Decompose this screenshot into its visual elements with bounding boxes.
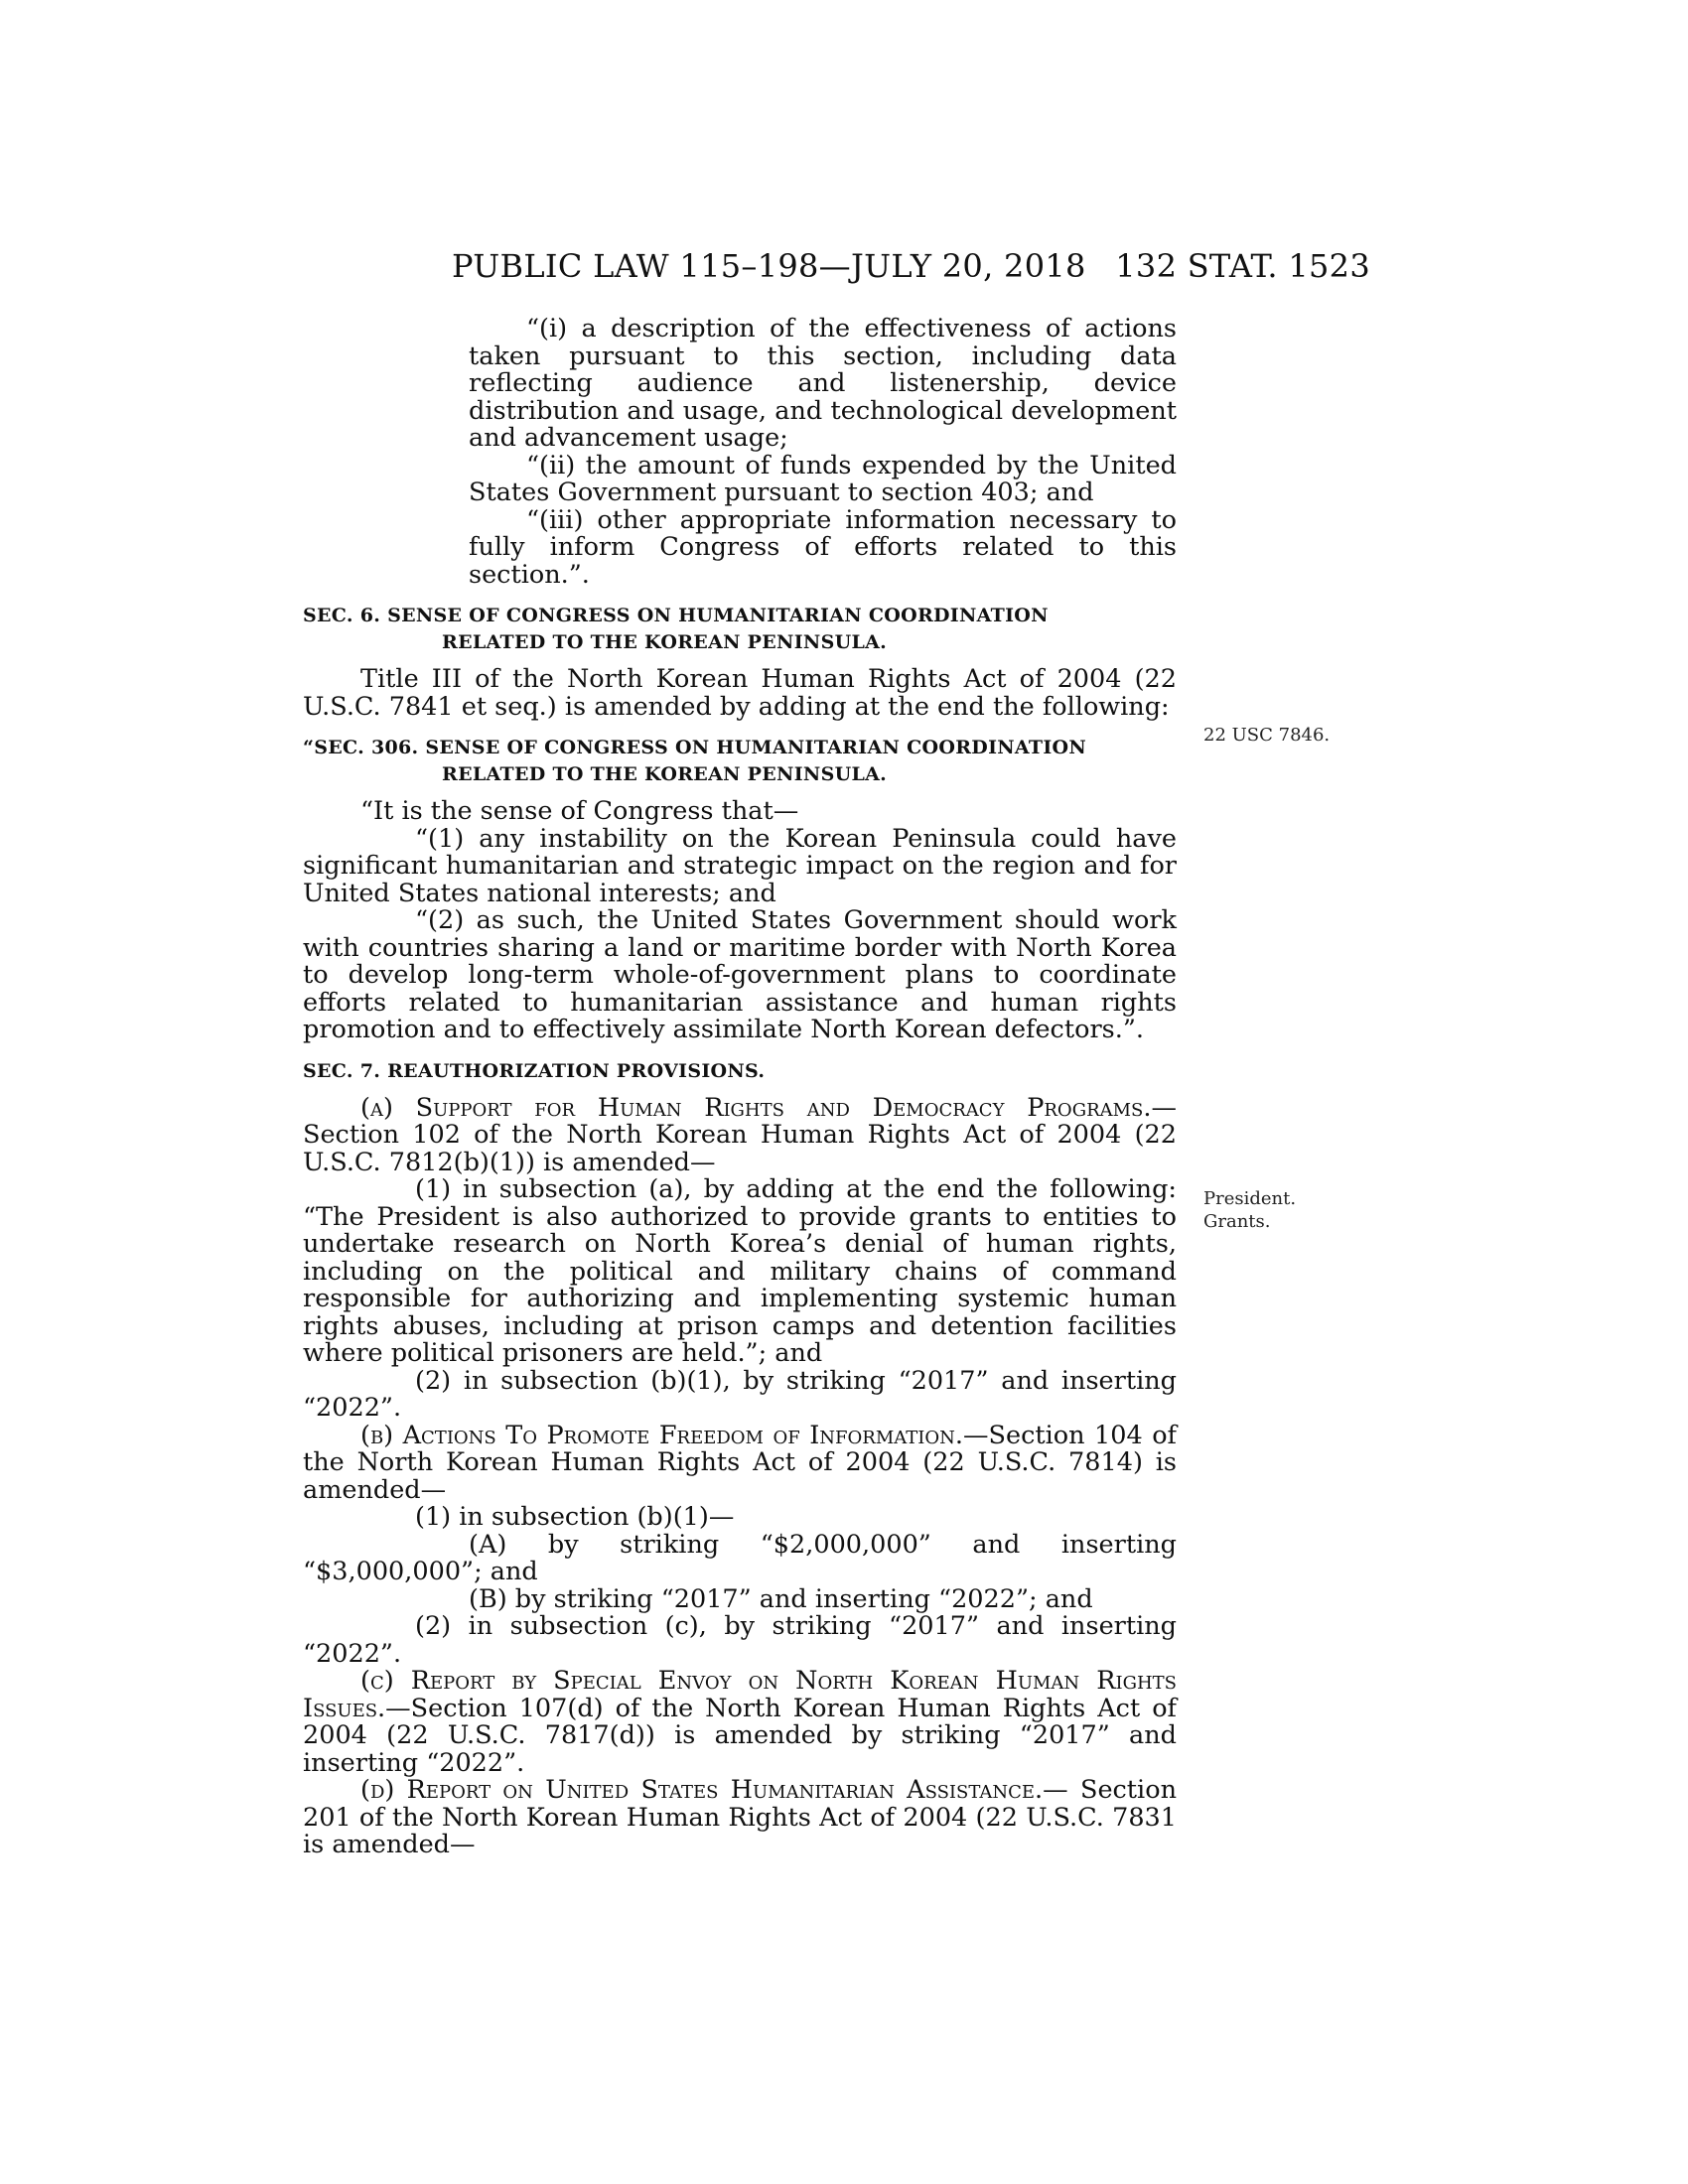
- clause-iii-text: “(iii) other appropriate information necessary to fully inform Congress of efforts related to this section.”.: [469, 504, 1177, 590]
- subsection-b: [303, 1420, 1177, 1505]
- subsection-d: [303, 1777, 1177, 1859]
- subsection-b-1-B: (B) by striking “2017” and inserting “2022”; and: [469, 1583, 1093, 1614]
- body-text: [303, 316, 1177, 1859]
- sense-paragraph-1: “(1) any instability on the Korean Peninsula could have significant humanitarian and strategic impact on the region and for United States national interests; and: [303, 823, 1177, 908]
- subsection-a-text: Section 102 of the North Korean Human Rights Act of 2004 (22 U.S.C. 7812(b)(1)) is amended—: [303, 1120, 1177, 1177]
- section-6-heading-line2: RELATED TO THE KOREAN PENINSULA.: [442, 631, 888, 653]
- sub-clauses-block: [303, 316, 1177, 589]
- subsection-b-1: (1) in subsection (b)(1)—: [415, 1502, 735, 1532]
- margin-note-president-grants: [1203, 1187, 1296, 1233]
- margin-note-usc-text: 22 USC 7846.: [1203, 725, 1331, 746]
- subsection-b-text: Section 104 of the North Korean Human Rights Act of 2004 (22 U.S.C. 7814) is amended—: [303, 1420, 1177, 1505]
- subsection-b-heading: (b) Actions To Promote Freedom of Information.—: [360, 1420, 989, 1450]
- subsection-d-text: Section 201 of the North Korean Human Rights Act of 2004 (22 U.S.C. 7831 is amended—: [303, 1775, 1177, 1859]
- section-6-text: Title III of the North Korean Human Rights Act of 2004 (22 U.S.C. 7841 et seq.) is amended by adding at the end the following:: [303, 664, 1177, 722]
- subsection-b-2: (2) in subsection (c), by striking “2017” and inserting “2022”.: [303, 1611, 1177, 1669]
- margin-note-president: President.: [1203, 1188, 1297, 1209]
- subsection-b-1-A: (A) by striking “$2,000,000” and inserting “$3,000,000”; and: [303, 1529, 1177, 1586]
- section-306-heading-line1: “SEC. 306. SENSE OF CONGRESS ON HUMANITARIAN COORDINATION: [303, 737, 1087, 758]
- subsection-d-heading: (d) Report on United States Humanitarian Assistance.—: [360, 1775, 1068, 1805]
- section-6-heading: [303, 603, 1177, 656]
- subsection-a-heading: (a) Support for Human Rights and Democracy Programs.—: [360, 1092, 1177, 1123]
- subsection-a-2: (2) in subsection (b)(1), by striking “2017” and inserting “2022”.: [303, 1365, 1177, 1423]
- sense-paragraph-2: “(2) as such, the United States Government should work with countries sharing a land or maritime border with North Korea to develop long-term whole-of-government plans to coordinate efforts related to humanitarian assistance and human rights promotion and to effectively assimilate North Korean defectors.”.: [303, 905, 1177, 1044]
- section-306-heading-line2: RELATED TO THE KOREAN PENINSULA.: [442, 763, 888, 785]
- section-6-heading-line1: SEC. 6. SENSE OF CONGRESS ON HUMANITARIAN COORDINATION: [303, 605, 1049, 626]
- margin-note-usc: [1203, 724, 1330, 747]
- clause-i-text: “(i) a description of the effectiveness of actions taken pursuant to this section, including data reflecting audience and listenership, device distribution and usage, and technological development and advancement usage;: [469, 314, 1177, 453]
- subsection-c: [303, 1668, 1177, 1777]
- section-7-heading: SEC. 7. REAUTHORIZATION PROVISIONS.: [303, 1059, 766, 1082]
- clause-ii-text: “(ii) the amount of funds expended by the United States Government pursuant to section 403; and: [469, 450, 1177, 507]
- section-306-heading: [303, 735, 1177, 788]
- running-header-title: PUBLIC LAW 115–198—JULY 20, 2018: [452, 247, 1086, 285]
- subsection-a: [303, 1092, 1177, 1177]
- subsection-a-1: (1) in subsection (a), by adding at the end the following: “The President is also authorized to provide grants to entities to undertake research on North Korea’s denial of human rights, including on the political and military chains of command responsible for authorizing and implementing systemic human rights abuses, including at prison camps and detention facilities where political prisoners are held.”; and: [303, 1174, 1177, 1368]
- subsection-c-heading: (c) Report by Special Envoy on North Korean Human Rights Issues.—: [303, 1666, 1177, 1723]
- subsection-c-text: Section 107(d) of the North Korean Human Rights Act of 2004 (22 U.S.C. 7817(d)) is amended by striking “2017” and inserting “2022”.: [303, 1693, 1177, 1778]
- sense-intro: “It is the sense of Congress that—: [360, 796, 799, 826]
- margin-note-grants: Grants.: [1203, 1211, 1271, 1232]
- page-stat-number: 132 STAT. 1523: [1115, 247, 1370, 285]
